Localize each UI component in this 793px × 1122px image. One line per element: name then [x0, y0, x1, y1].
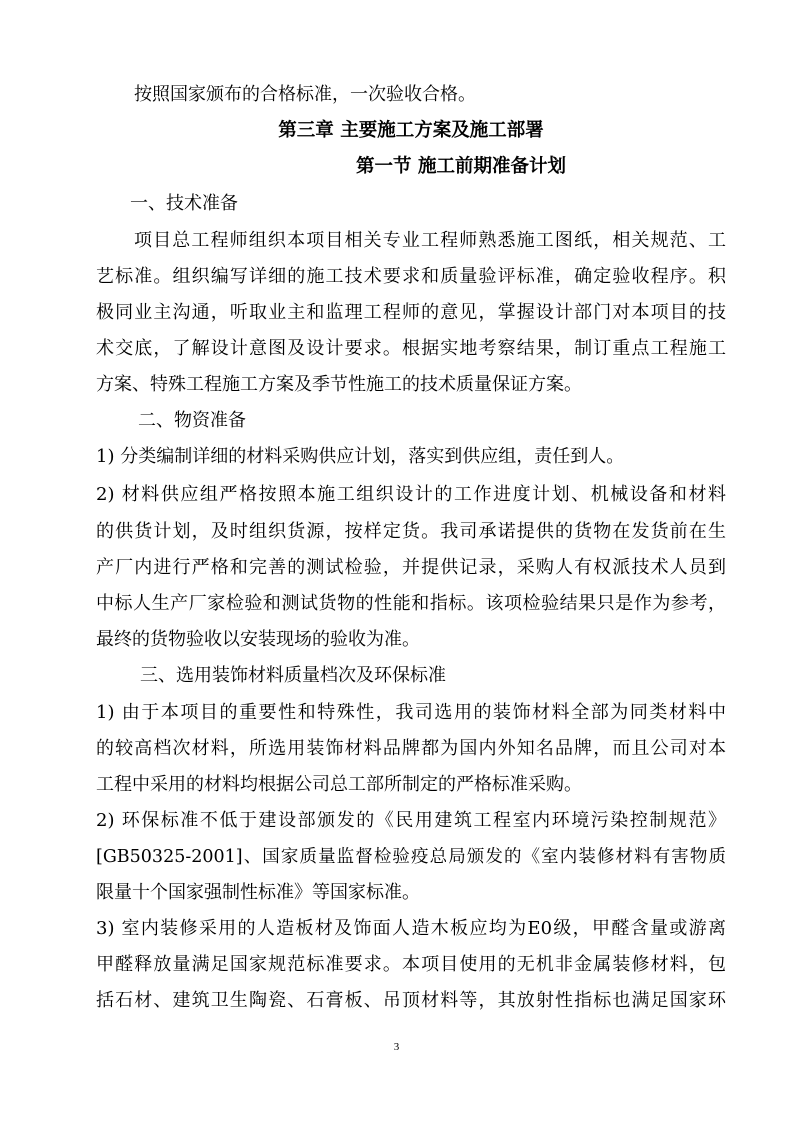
tech-paragraph-line: 项目总工程师组织本项目相关专业工程师熟悉施工图纸，相关规范、工 [134, 230, 726, 251]
decor-item-line: 括石材、建筑卫生陶瓷、石膏板、吊顶材料等，其放射性指标也满足国家环 [96, 990, 726, 1011]
decor-item-line: 甲醛释放量满足国家规范标准要求。本项目使用的无机非金属装修材料，包 [96, 954, 726, 975]
tech-paragraph-line: 术交底，了解设计意图及设计要求。根据实地考察结果，制订重点工程施工 [96, 338, 726, 359]
decor-item-line: 2) 环保标准不低于建设部颁发的《民用建筑工程室内环境污染控制规范》 [96, 810, 726, 831]
tech-paragraph-line: 极同业主沟通，听取业主和监理工程师的意见，掌握设计部门对本项目的技 [96, 302, 726, 323]
chapter-title: 第三章 主要施工方案及施工部署 [278, 120, 544, 141]
tech-paragraph-line: 方案、特殊工程施工方案及季节性施工的技术质量保证方案。 [96, 374, 582, 395]
material-item-line: 产厂内进行严格和完善的测试检验，并提供记录，采购人有权派技术人员到 [96, 557, 726, 578]
decor-item-line: 的较高档次材料，所选用装饰材料品牌都为国内外知名品牌，而且公司对本 [96, 738, 726, 759]
decor-heading: 三、选用装饰材料质量档次及环保标准 [140, 665, 446, 686]
decor-item-line: 限量十个国家强制性标准》等国家标准。 [96, 882, 420, 903]
material-item-line: 2) 材料供应组严格按照本施工组织设计的工作进度计划、机械设备和材料 [96, 484, 726, 505]
decor-item-line: 3) 室内装修采用的人造板材及饰面人造木板应均为E0级，甲醛含量或游离 [96, 918, 726, 939]
material-item-line: 1) 分类编制详细的材料采购供应计划，落实到供应组，责任到人。 [96, 446, 625, 467]
decor-item-line: [GB50325-2001]、国家质量监督检验疫总局颁发的《室内装修材料有害物质 [96, 847, 726, 867]
material-item-line: 中标人生产厂家检验和测试货物的性能和指标。该项检验结果只是作为参考， [96, 593, 726, 614]
material-item-line: 最终的货物验收以安装现场的验收为准。 [96, 629, 420, 650]
decor-item-line: 工程中采用的材料均根据公司总工部所制定的严格标准采购。 [96, 774, 582, 795]
decor-item-line: 1) 由于本项目的重要性和特殊性，我司选用的装饰材料全部为同类材料中 [96, 702, 726, 723]
intro-line: 按照国家颁布的合格标准，一次验收合格。 [134, 84, 476, 105]
tech-heading: 一、技术准备 [130, 193, 238, 214]
material-heading: 二、物资准备 [138, 410, 246, 431]
section-title: 第一节 施工前期准备计划 [356, 156, 566, 177]
page-number: 3 [393, 1041, 400, 1053]
tech-paragraph-line: 艺标准。组织编写详细的施工技术要求和质量验评标准，确定验收程序。积 [96, 266, 726, 287]
material-item-line: 的供货计划，及时组织货源，按样定货。我司承诺提供的货物在发货前在生 [96, 521, 726, 542]
